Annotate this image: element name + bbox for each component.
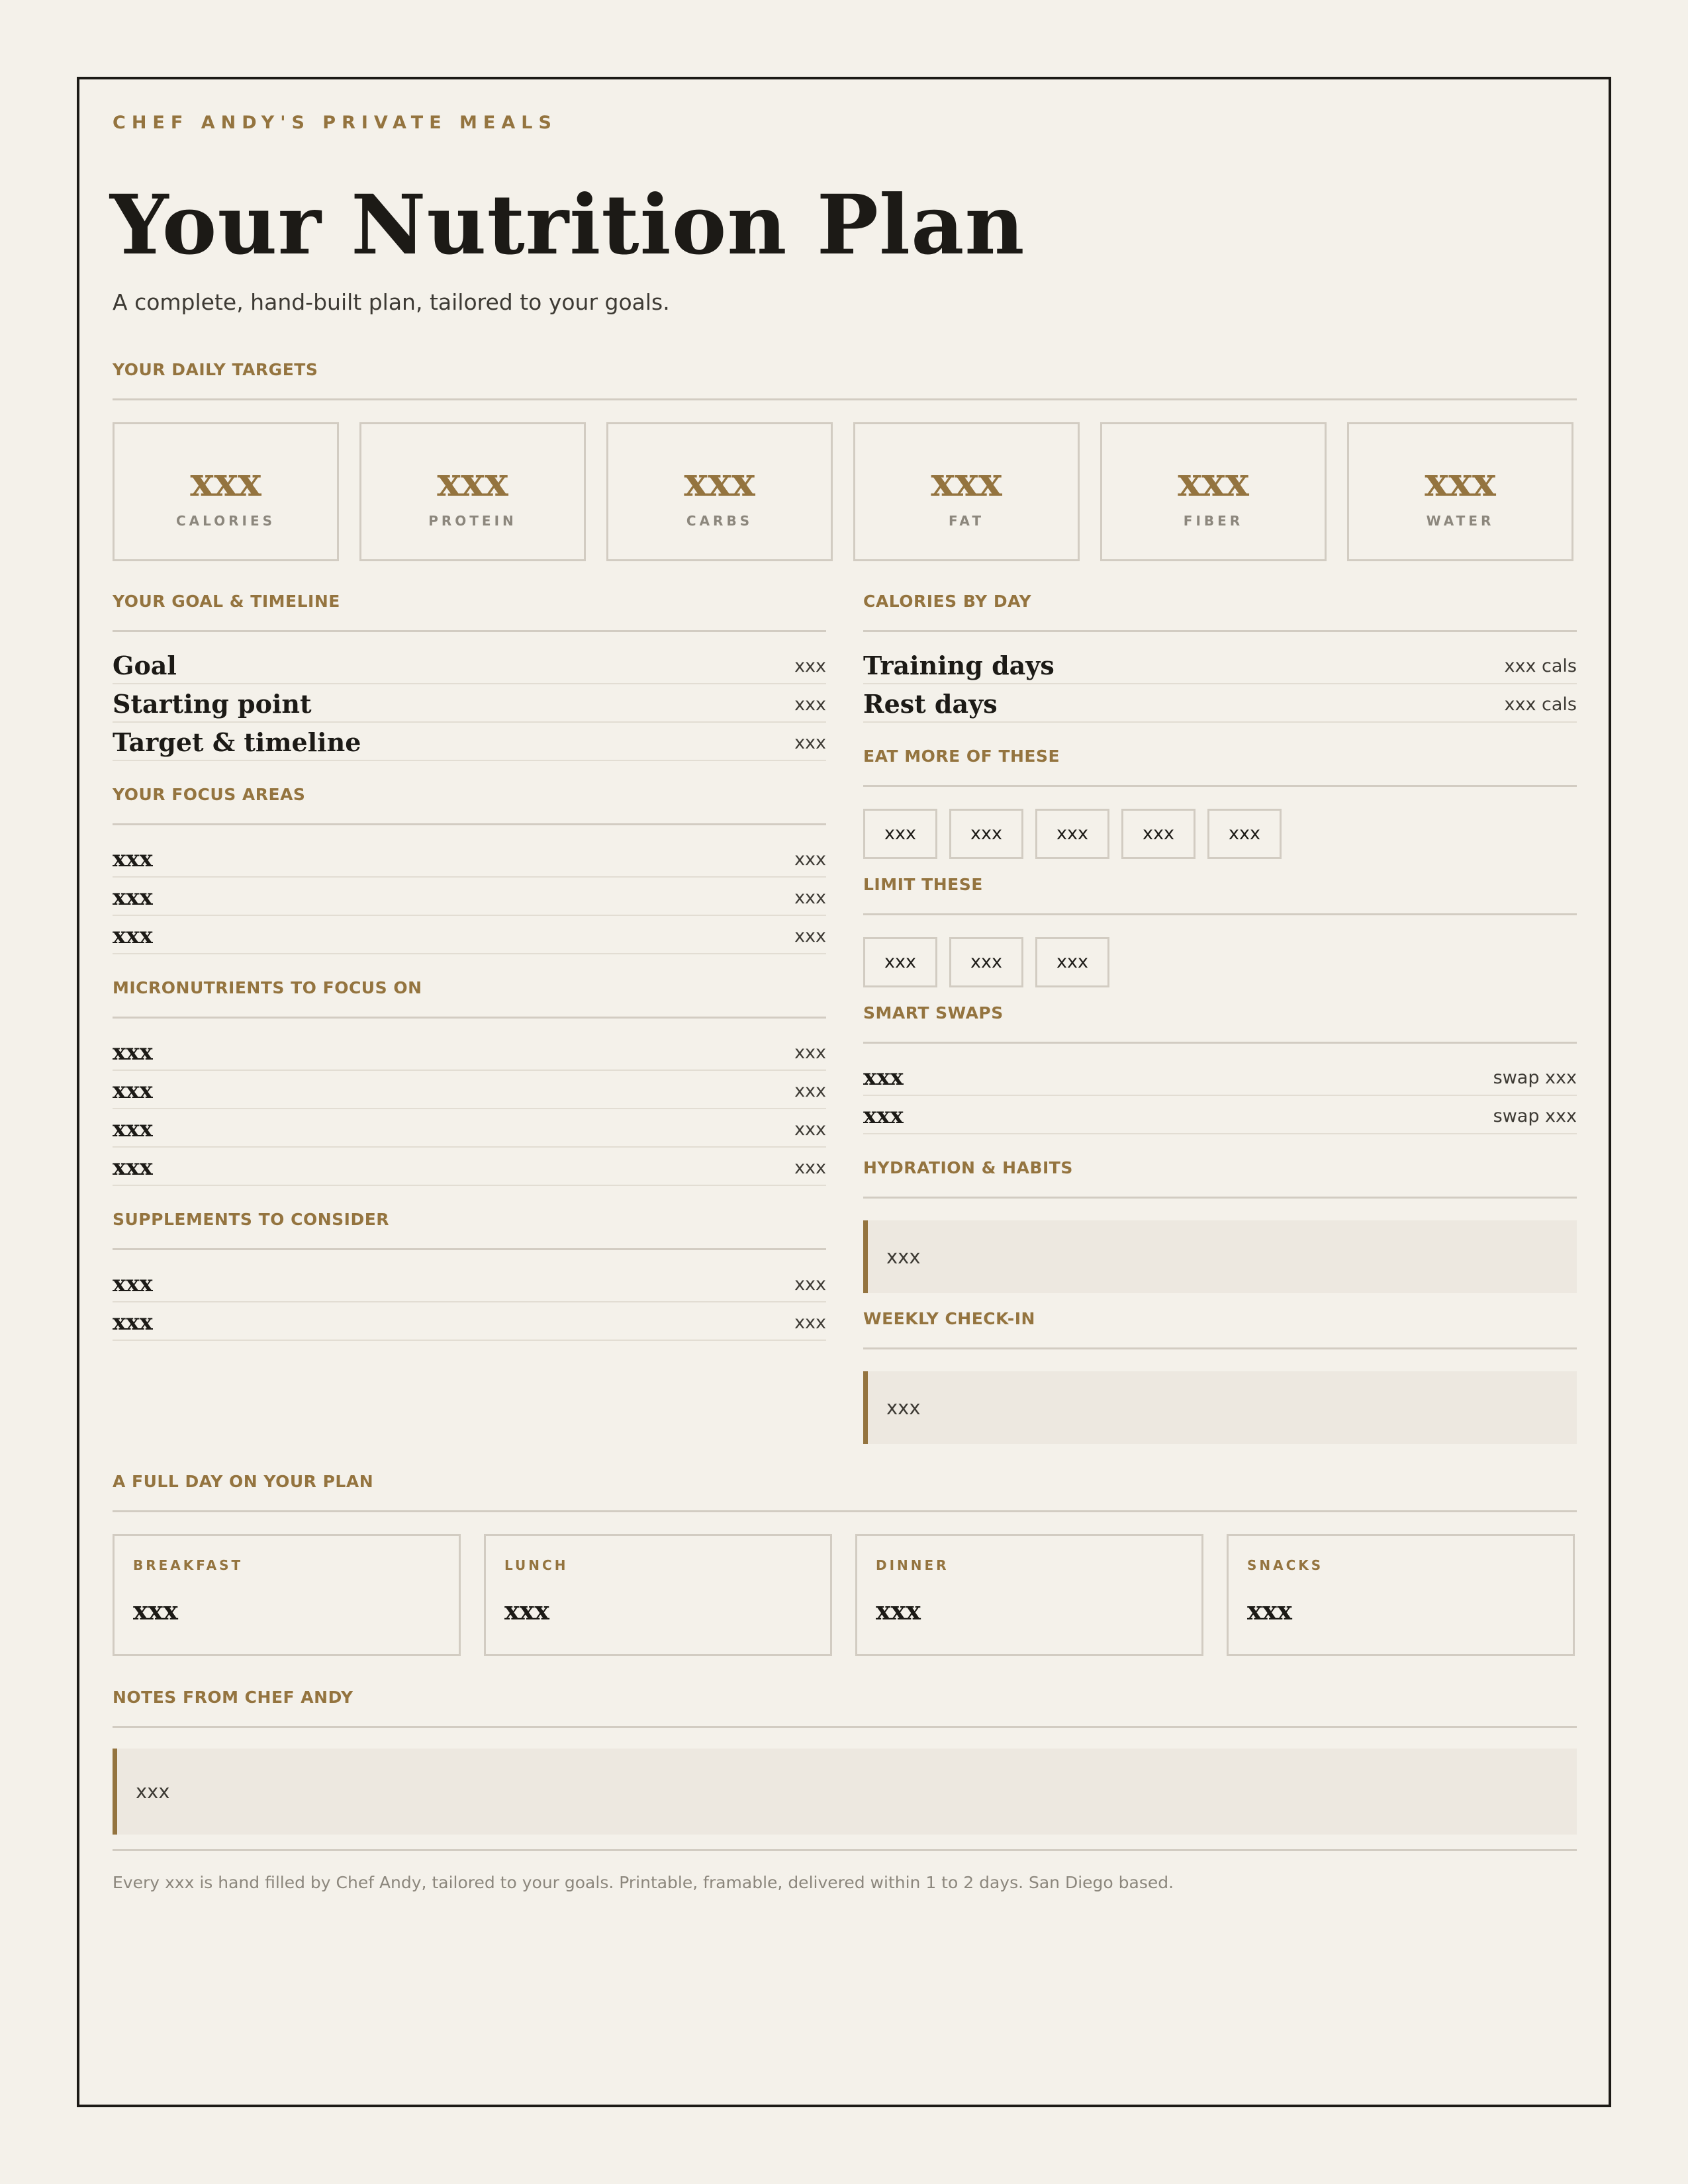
target-card-fiber — [1100, 422, 1327, 561]
row-value: xxx — [794, 694, 826, 715]
footer-text: Every xxx is hand filled by Chef Andy, tailored to your goals. Printable, framable, delivered within 1 to 2 days. San Diego based. — [113, 1873, 1174, 1892]
supplement-row — [113, 1264, 826, 1302]
focus-row — [113, 878, 826, 916]
meal-card-dinner — [855, 1534, 1203, 1656]
row-key: Starting point — [113, 689, 312, 719]
row-value: swap xxx — [1493, 1106, 1577, 1126]
meal-value: xxx — [133, 1596, 178, 1625]
target-label: CARBS — [686, 513, 753, 529]
goal-row — [113, 646, 826, 684]
goal-row — [113, 684, 826, 723]
row-key: xxx — [113, 1077, 153, 1104]
target-value: xxx — [1178, 459, 1249, 506]
row-value: xxx — [794, 656, 826, 676]
divider — [863, 785, 1577, 787]
row-key: xxx — [113, 846, 153, 872]
target-value: xxx — [931, 459, 1002, 506]
hydration-callout — [863, 1220, 1577, 1293]
divider — [113, 1510, 1577, 1512]
swap-row — [863, 1058, 1577, 1096]
section-label-focus-areas: YOUR FOCUS AREAS — [113, 785, 306, 804]
divider — [113, 1017, 826, 1019]
row-value: xxx — [794, 926, 826, 946]
divider — [113, 1726, 1577, 1728]
row-key: Training days — [863, 651, 1055, 680]
row-key: xxx — [113, 1154, 153, 1181]
meal-label: SNACKS — [1247, 1557, 1324, 1573]
row-value: xxx — [794, 1158, 826, 1178]
limit-chip: xxx — [1035, 937, 1109, 987]
target-label: PROTEIN — [428, 513, 517, 529]
supplement-row — [113, 1302, 826, 1341]
swap-row — [863, 1096, 1577, 1134]
eat-more-chip: xxx — [1121, 809, 1196, 859]
target-label: CALORIES — [175, 513, 276, 529]
callout-text: xxx — [136, 1780, 170, 1803]
meal-label: LUNCH — [504, 1557, 569, 1573]
divider — [113, 1248, 826, 1250]
target-value: xxx — [1425, 459, 1496, 506]
row-key: xxx — [863, 1064, 904, 1091]
target-value: xxx — [437, 459, 508, 506]
divider — [113, 823, 826, 825]
divider — [113, 1849, 1577, 1851]
weekly-checkin-callout — [863, 1371, 1577, 1444]
section-label-goal-timeline: YOUR GOAL & TIMELINE — [113, 592, 340, 611]
target-label: FAT — [949, 513, 984, 529]
section-label-hydration: HYDRATION & HABITS — [863, 1158, 1073, 1177]
row-key: xxx — [113, 1309, 153, 1336]
brand-name: CHEF ANDY'S PRIVATE MEALS — [113, 113, 557, 133]
section-label-micronutrients: MICRONUTRIENTS TO FOCUS ON — [113, 978, 422, 997]
row-value: xxx — [794, 1081, 826, 1101]
section-label-eat-more: EAT MORE OF THESE — [863, 747, 1060, 766]
divider — [113, 398, 1577, 400]
row-value: swap xxx — [1493, 1068, 1577, 1088]
row-key: xxx — [863, 1103, 904, 1129]
meal-card-breakfast — [113, 1534, 461, 1656]
meal-label: BREAKFAST — [133, 1557, 244, 1573]
row-key: xxx — [113, 1271, 153, 1297]
meal-value: xxx — [504, 1596, 549, 1625]
meal-card-snacks — [1227, 1534, 1575, 1656]
divider — [863, 1197, 1577, 1199]
target-label: WATER — [1426, 513, 1495, 529]
target-label: FIBER — [1183, 513, 1244, 529]
row-key: xxx — [113, 1039, 153, 1066]
divider — [863, 913, 1577, 915]
calories-row — [863, 684, 1577, 723]
eat-more-chip: xxx — [863, 809, 937, 859]
limit-chip: xxx — [949, 937, 1023, 987]
target-card-water — [1347, 422, 1573, 561]
callout-text: xxx — [886, 1396, 921, 1419]
target-card-carbs — [606, 422, 833, 561]
row-value: xxx — [794, 1042, 826, 1063]
micronutrient-row — [113, 1032, 826, 1071]
divider — [863, 1042, 1577, 1044]
page-subtitle: A complete, hand-built plan, tailored to your goals. — [113, 289, 670, 315]
row-value: xxx — [794, 849, 826, 870]
goal-row — [113, 723, 826, 761]
section-label-limit: LIMIT THESE — [863, 875, 983, 894]
row-value: xxx — [794, 1312, 826, 1333]
row-value: xxx cals — [1504, 656, 1577, 676]
meal-card-lunch — [484, 1534, 832, 1656]
limit-chip: xxx — [863, 937, 937, 987]
section-label-smart-swaps: SMART SWAPS — [863, 1003, 1004, 1023]
eat-more-chip: xxx — [1035, 809, 1109, 859]
target-value: xxx — [190, 459, 261, 506]
divider — [863, 1347, 1577, 1349]
section-label-supplements: SUPPLEMENTS TO CONSIDER — [113, 1210, 390, 1229]
eat-more-chip: xxx — [1207, 809, 1282, 859]
micronutrient-row — [113, 1071, 826, 1109]
row-value: xxx cals — [1504, 694, 1577, 715]
section-label-weekly-checkin: WEEKLY CHECK-IN — [863, 1309, 1035, 1328]
target-value: xxx — [684, 459, 755, 506]
section-label-full-day: A FULL DAY ON YOUR PLAN — [113, 1472, 374, 1491]
row-key: xxx — [113, 1116, 153, 1142]
section-label-daily-targets: YOUR DAILY TARGETS — [113, 360, 318, 379]
divider — [863, 630, 1577, 632]
row-key: Rest days — [863, 689, 998, 719]
row-key: Goal — [113, 651, 177, 680]
micronutrient-row — [113, 1109, 826, 1148]
divider — [113, 630, 826, 632]
section-label-calories-by-day: CALORIES BY DAY — [863, 592, 1032, 611]
row-key: xxx — [113, 884, 153, 911]
row-value: xxx — [794, 1274, 826, 1295]
row-value: xxx — [794, 733, 826, 753]
meal-value: xxx — [1247, 1596, 1292, 1625]
row-value: xxx — [794, 887, 826, 908]
section-label-notes: NOTES FROM CHEF ANDY — [113, 1688, 353, 1707]
meal-value: xxx — [876, 1596, 921, 1625]
row-key: Target & timeline — [113, 727, 361, 757]
callout-text: xxx — [886, 1246, 921, 1268]
micronutrient-row — [113, 1148, 826, 1186]
target-card-calories — [113, 422, 339, 561]
row-key: xxx — [113, 923, 153, 949]
notes-callout — [113, 1749, 1577, 1835]
target-card-protein — [359, 422, 586, 561]
focus-row — [113, 839, 826, 878]
meal-label: DINNER — [876, 1557, 949, 1573]
focus-row — [113, 916, 826, 954]
calories-row — [863, 646, 1577, 684]
eat-more-chip: xxx — [949, 809, 1023, 859]
page-title: Your Nutrition Plan — [110, 177, 1025, 273]
row-value: xxx — [794, 1119, 826, 1140]
target-card-fat — [853, 422, 1080, 561]
